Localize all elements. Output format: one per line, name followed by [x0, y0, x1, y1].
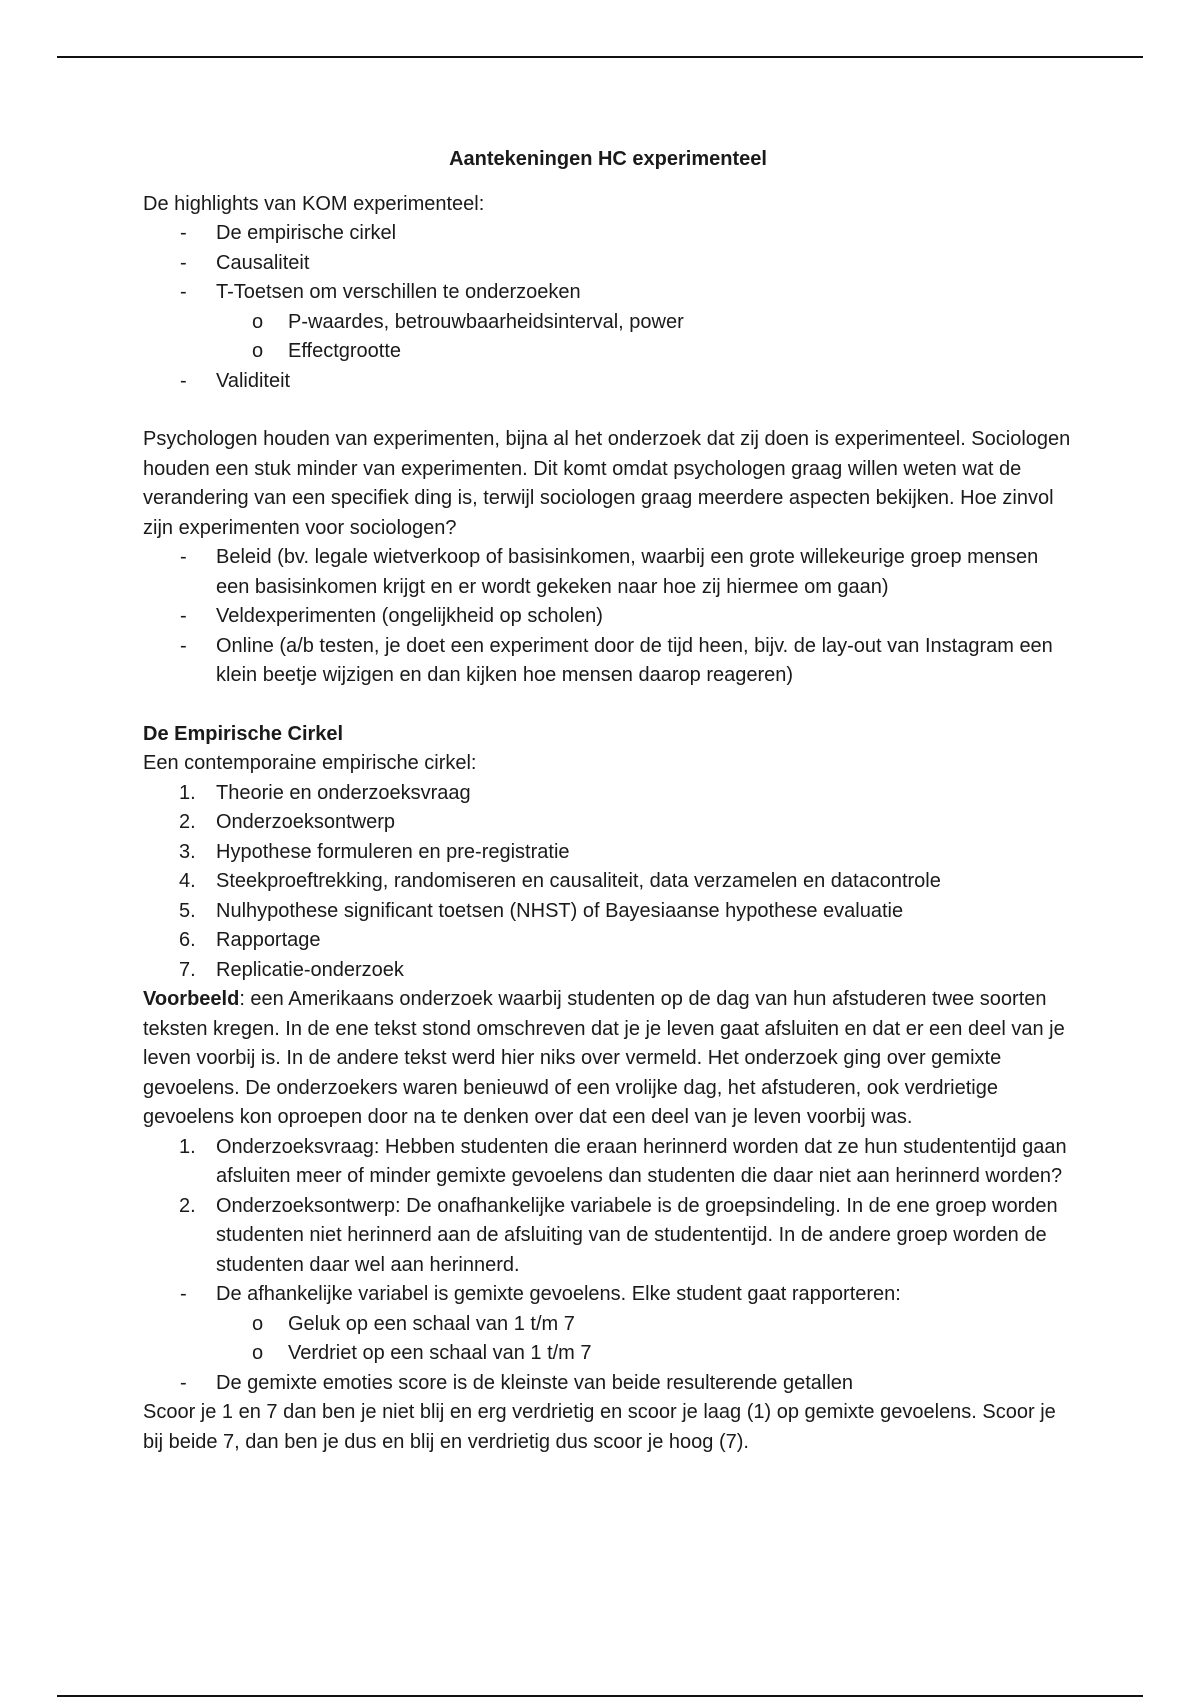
example-label: Voorbeeld	[143, 988, 240, 1010]
numbered-item: 3. Hypothese formuleren en pre-registratie	[179, 840, 570, 863]
numbered-item: 7. Replicatie-onderzoek	[179, 958, 404, 981]
intro-text: De highlights van KOM experimenteel:	[143, 192, 485, 215]
dash-bullet: -	[180, 605, 187, 627]
numbered-item: 1. Onderzoeksvraag: Hebben studenten die eraan herinnerd worden dat ze hun studententijd gaan afsluiten meer of minder gemixte gevoelens dan studenten die daar niet aan herinnerd worden?	[179, 1135, 1067, 1187]
list-item: - Online (a/b testen, je doet een experiment door de tijd heen, bijv. de lay-out van Instagram een klein beetje wijzigen en dan kijken hoe mensen daarop reageren)	[143, 632, 1073, 691]
header-rule	[57, 56, 1143, 58]
footer-rule	[57, 1695, 1143, 1697]
sub-list-item: o Geluk op een schaal van 1 t/m 7	[143, 1310, 1073, 1340]
circle-bullet: o	[252, 1342, 264, 1364]
paragraph: Psychologen houden van experimenten, bijna al het onderzoek dat zij doen is experimenteel. Sociologen houden een stuk minder van experimenten. Dit komt omdat psychologen graag willen weten wat de verandering van een specifiek ding is, terwijl sociologen graag meerdere aspecten bekijken. Hoe zinvol zijn experimenten voor sociologen?	[143, 428, 1071, 539]
dash-bullet: -	[180, 222, 187, 244]
dash-bullet: -	[180, 251, 187, 274]
example-paragraph: Voorbeeld: een Amerikaans onderzoek waarbij studenten op de dag van hun afstuderen twee soorten teksten kregen. In de ene tekst stond omschreven dat je je leven gaat afsluiten en dat er een deel van je leven voorbij is. In de andere tekst werd hier niks over vermeld. Het onderzoek ging over gemixte gevoelens. De onderzoekers waren benieuwd of een vrolijke dag, het afstuderen, ook verdrietige gevoelens kon oproepen door na te denken over dat een deel van je leven voorbij was.	[143, 988, 1065, 1128]
numbered-item: 2. Onderzoeksontwerp: De onafhankelijke variabele is de groepsindeling. In de ene groep worden studenten niet herinnerd aan de afsluiting van de studententijd. In de andere groep worden de studenten daar wel aan herinnerd.	[179, 1194, 1058, 1276]
dash-bullet: -	[180, 634, 187, 657]
circle-bullet: o	[252, 340, 264, 362]
list-item: - Beleid (bv. legale wietverkoop of basisinkomen, waarbij een grote willekeurige groep mensen een basisinkomen krijgt en er wordt gekeken naar hoe zij hiermee om gaan)	[143, 543, 1073, 602]
list-item: - T-Toetsen om verschillen te onderzoeken	[143, 278, 1073, 308]
dash-bullet: -	[180, 1283, 187, 1305]
list-item: - De afhankelijke variabel is gemixte gevoelens. Elke student gaat rapporteren:	[143, 1280, 1073, 1310]
sub-list-item: o P-waardes, betrouwbaarheidsinterval, power	[143, 308, 1073, 338]
conclusion-paragraph: Scoor je 1 en 7 dan ben je niet blij en erg verdrietig en scoor je laag (1) op gemixte gevoelens. Scoor je bij beide 7, dan ben je dus en blij en verdrietig dus scoor je hoog (7).	[143, 1401, 1056, 1453]
list-item: - Veldexperimenten (ongelijkheid op scholen)	[143, 602, 1073, 632]
sub-list-item: o Verdriet op een schaal van 1 t/m 7	[143, 1339, 1073, 1369]
dash-bullet: -	[180, 546, 187, 568]
list-item: - De gemixte emoties score is de kleinste van beide resulterende getallen	[143, 1369, 1073, 1399]
numbered-item: 1. Theorie en onderzoeksvraag	[179, 781, 471, 804]
list-item: - De empirische cirkel	[143, 219, 1073, 249]
document-body	[143, 145, 1073, 1457]
circle-bullet: o	[252, 310, 264, 333]
dash-bullet: -	[180, 369, 187, 392]
numbered-item: 2. Onderzoeksontwerp	[179, 811, 395, 833]
document-title: Aantekeningen HC experimenteel	[449, 148, 767, 170]
numbered-item: 6. Rapportage	[179, 929, 321, 951]
numbered-item: 5. Nulhypothese significant toetsen (NHST) of Bayesiaanse hypothese evaluatie	[179, 899, 904, 922]
section-heading: De Empirische Cirkel	[143, 722, 344, 745]
numbered-item: 4. Steekproeftrekking, randomiseren en causaliteit, data verzamelen en datacontrole	[179, 870, 941, 892]
dash-bullet: -	[180, 1371, 187, 1394]
list-item: - Validiteit	[143, 367, 1073, 397]
list-item: - Causaliteit	[143, 249, 1073, 279]
sub-list-item: o Effectgrootte	[143, 337, 1073, 367]
circle-intro: Een contemporaine empirische cirkel:	[143, 752, 477, 774]
circle-bullet: o	[252, 1312, 264, 1335]
dash-bullet: -	[180, 281, 187, 303]
